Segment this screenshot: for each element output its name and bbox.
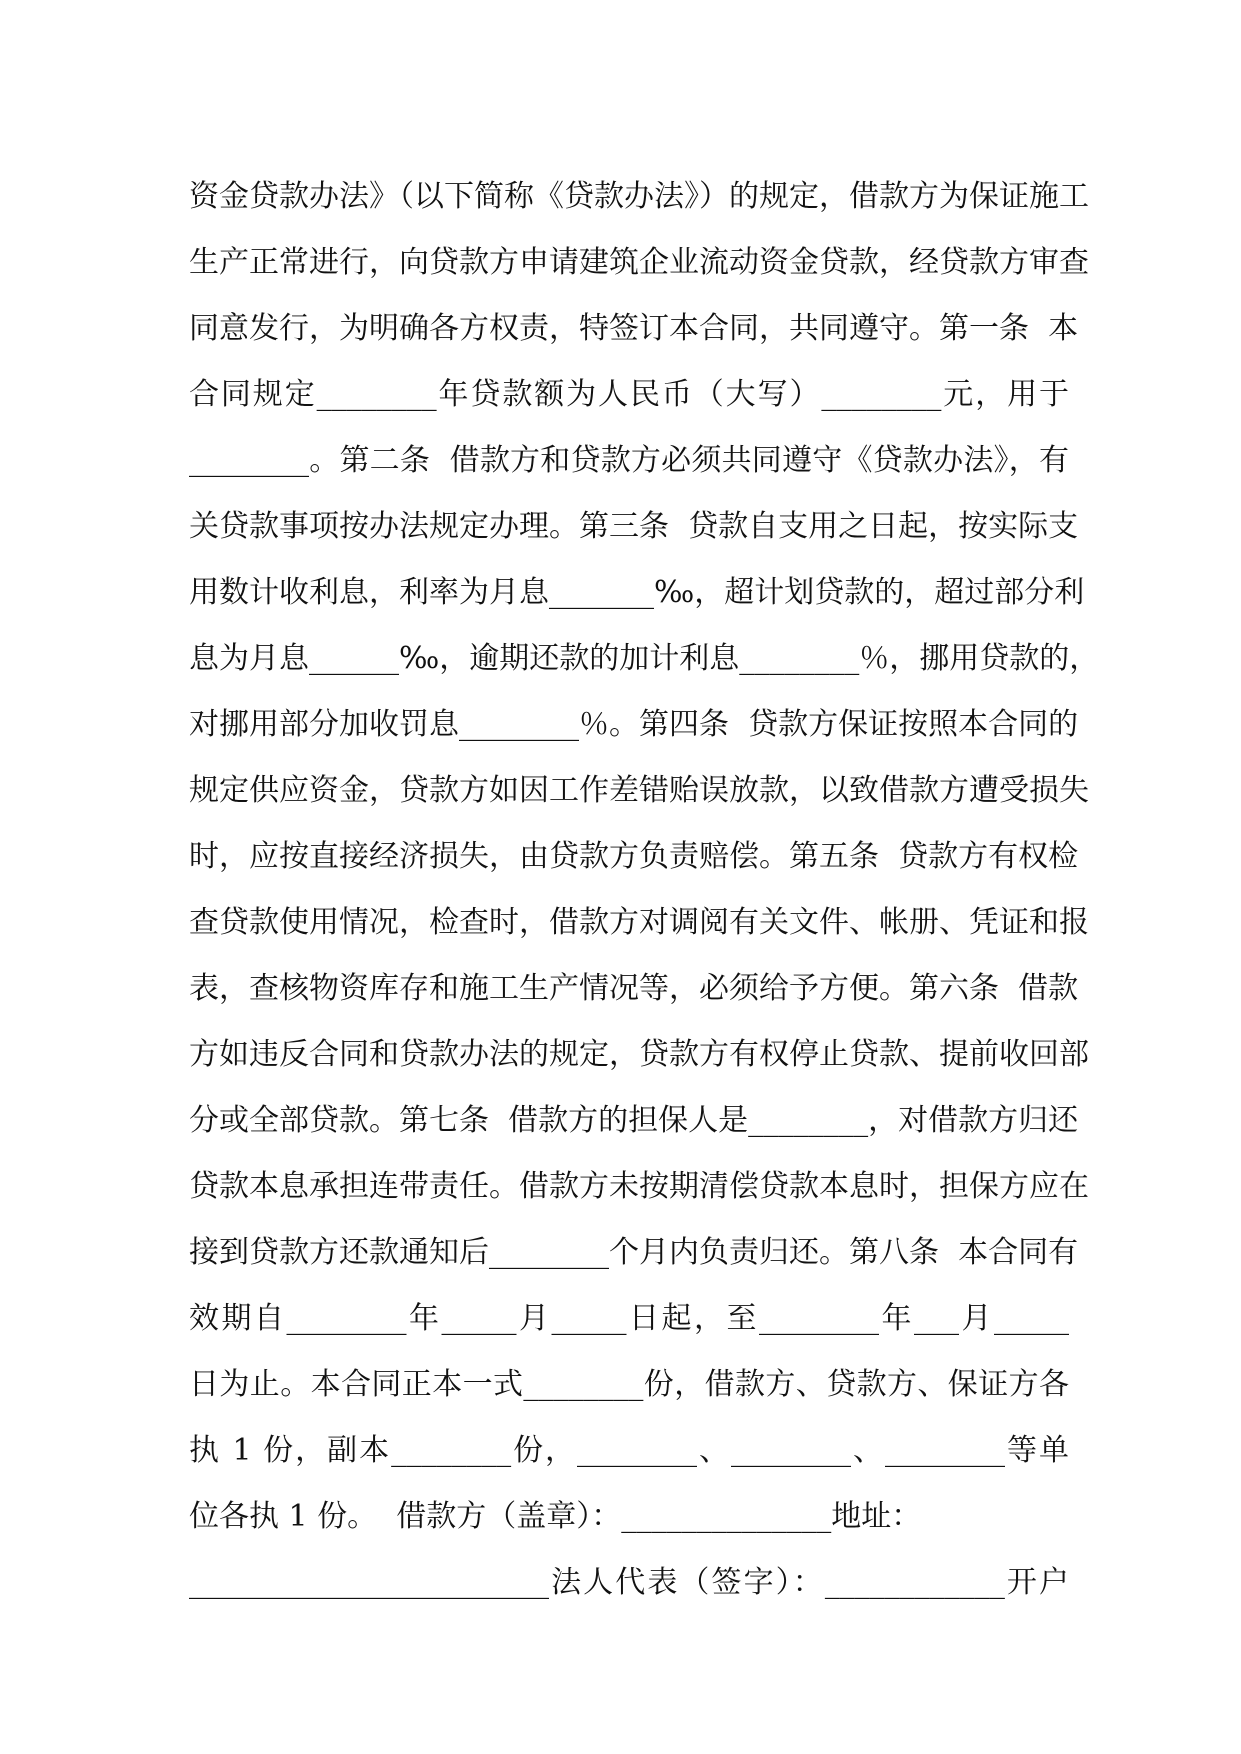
text-line-5: ________。第二条 借款方和贷款方必须共同遵守《贷款办法》，有 [189, 443, 1069, 478]
text-line-16: 贷款本息承担连带责任。借款方未按期清偿贷款本息时，担保方应在 [189, 1169, 1089, 1204]
text-line-8: 息为月息______‰，逾期还款的加计利息________％，挪用贷款的， [189, 641, 1100, 676]
text-line-21: 位各执 1 份。 借款方（盖章）：______________地址： [189, 1499, 922, 1534]
text-line-18: 效期自________年_____月_____日起，至________年___月_____ [189, 1301, 1069, 1336]
contract-body-text [189, 164, 1100, 1616]
text-line-4: 合同规定________年贷款额为人民币（大写）________元，用于 [189, 377, 1069, 412]
text-line-15: 分或全部贷款。第七条 借款方的担保人是________，对借款方归还 [189, 1103, 1079, 1138]
text-line-14: 方如违反合同和贷款办法的规定，贷款方有权停止贷款、提前收回部 [189, 1037, 1089, 1072]
text-line-7: 用数计收利息，利率为月息_______‰，超计划贷款的，超过部分利 [189, 575, 1085, 610]
text-line-3: 同意发行，为明确各方权责，特签订本合同，共同遵守。第一条 本 [189, 311, 1079, 346]
text-line-10: 规定供应资金，贷款方如因工作差错贻误放款，以致借款方遭受损失 [189, 773, 1089, 808]
text-line-12: 查贷款使用情况，检查时，借款方对调阅有关文件、帐册、凭证和报 [189, 905, 1089, 940]
text-line-11: 时，应按直接经济损失，由贷款方负责赔偿。第五条 贷款方有权检 [189, 839, 1079, 874]
text-line-17: 接到贷款方还款通知后________个月内负责归还。第八条 本合同有 [189, 1235, 1079, 1270]
text-line-1: 资金贷款办法》（以下简称《贷款办法》）的规定，借款方为保证施工 [189, 179, 1089, 214]
text-line-9: 对挪用部分加收罚息________％。第四条 贷款方保证按照本合同的 [189, 707, 1079, 742]
text-line-6: 关贷款事项按办法规定办理。第三条 贷款自支用之日起，按实际支 [189, 509, 1079, 544]
text-line-13: 表，查核物资库存和施工生产情况等，必须给予方便。第六条 借款 [189, 971, 1079, 1006]
text-line-22: ________________________法人代表（签字）：____________开户 [189, 1565, 1069, 1600]
text-line-2: 生产正常进行，向贷款方申请建筑企业流动资金贷款，经贷款方审查 [189, 245, 1089, 280]
text-line-20: 执 1 份，副本________份，________、________、________等单 [189, 1433, 1069, 1468]
text-line-19: 日为止。本合同正本一式________份，借款方、贷款方、保证方各 [189, 1367, 1069, 1402]
